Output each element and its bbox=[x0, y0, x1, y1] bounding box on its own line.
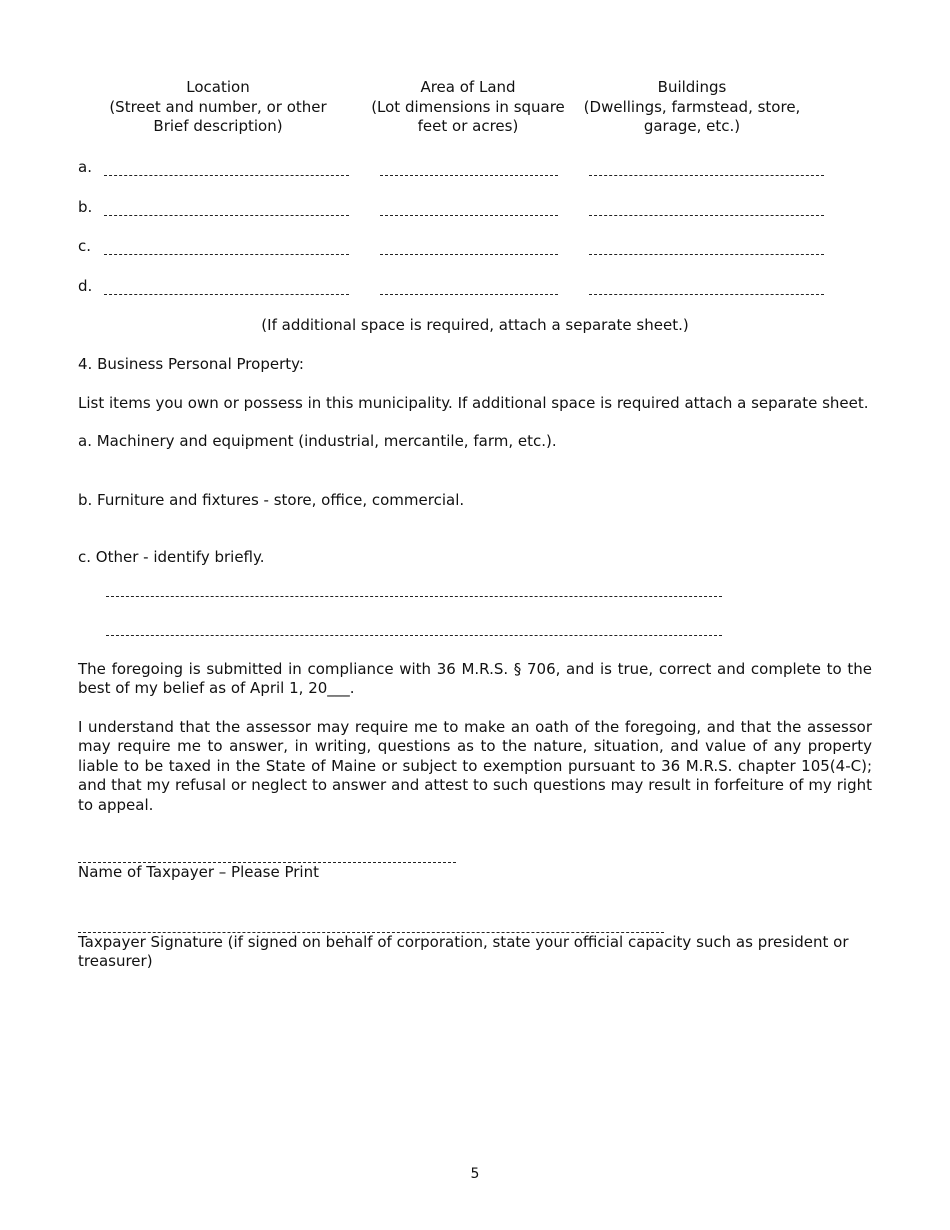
row-label: d. bbox=[78, 276, 93, 295]
taxpayer-signature-label: Taxpayer Signature (if signed on behalf of corporation, state your official capacity such as president or treasurer) bbox=[78, 932, 849, 970]
compliance-statement: The foregoing is submitted in compliance with 36 M.R.S. § 706, and is true, correct and complete to the best of my belief as of April 1, 20___. bbox=[78, 659, 872, 697]
form-page bbox=[78, 78, 872, 972]
area-field[interactable] bbox=[380, 215, 558, 216]
location-field[interactable] bbox=[104, 175, 349, 176]
location-field[interactable] bbox=[104, 215, 349, 216]
property-table-header bbox=[78, 78, 872, 140]
area-column-header: Area of Land (Lot dimensions in square feet or acres) bbox=[371, 78, 565, 135]
property-row-d bbox=[78, 277, 872, 317]
row-label: c. bbox=[78, 237, 92, 255]
location-field[interactable] bbox=[104, 294, 349, 295]
machinery-item: a. Machinery and equipment (industrial, mercantile, farm, etc.). bbox=[78, 432, 557, 450]
page-number: 5 bbox=[470, 1166, 480, 1182]
row-label: a. bbox=[78, 158, 92, 176]
location-column-header: Location (Street and number, or other Brief description) bbox=[109, 78, 327, 135]
property-row-c bbox=[78, 237, 872, 277]
area-field[interactable] bbox=[380, 294, 558, 295]
location-field[interactable] bbox=[104, 254, 349, 255]
buildings-column-header: Buildings (Dwellings, farmstead, store, garage, etc.) bbox=[583, 78, 801, 135]
other-description-line-2[interactable] bbox=[106, 635, 722, 636]
area-field[interactable] bbox=[380, 175, 558, 176]
additional-space-note: (If additional space is required, attach a separate sheet.) bbox=[261, 316, 689, 334]
other-item: c. Other - identify briefly. bbox=[78, 548, 265, 566]
property-row-a bbox=[78, 158, 872, 198]
property-row-b bbox=[78, 198, 872, 238]
property-rows bbox=[78, 158, 872, 316]
taxpayer-name-label: Name of Taxpayer – Please Print bbox=[78, 863, 319, 881]
other-description-line-1[interactable] bbox=[106, 596, 722, 597]
section-4-heading: 4. Business Personal Property: bbox=[78, 355, 304, 373]
buildings-field[interactable] bbox=[589, 254, 824, 255]
understanding-statement: I understand that the assessor may require me to make an oath of the foregoing, and that the assessor may require me to answer, in writing, questions as to the nature, situation, and value of any property liable to be taxed in the State of Maine or subject to exemption pursuant to 36 M.R.S. chapter 105(4-C); and that my refusal or neglect to answer and attest to such questions may result in forfeiture of my right to appeal. bbox=[78, 717, 872, 814]
row-label: b. bbox=[78, 197, 93, 216]
buildings-field[interactable] bbox=[589, 215, 824, 216]
buildings-field[interactable] bbox=[589, 175, 824, 176]
furniture-item: b. Furniture and fixtures - store, office, commercial. bbox=[78, 490, 465, 509]
buildings-field[interactable] bbox=[589, 294, 824, 295]
section-4-instructions: List items you own or possess in this municipality. If additional space is required attach a separate sheet. bbox=[78, 393, 869, 412]
area-field[interactable] bbox=[380, 254, 558, 255]
